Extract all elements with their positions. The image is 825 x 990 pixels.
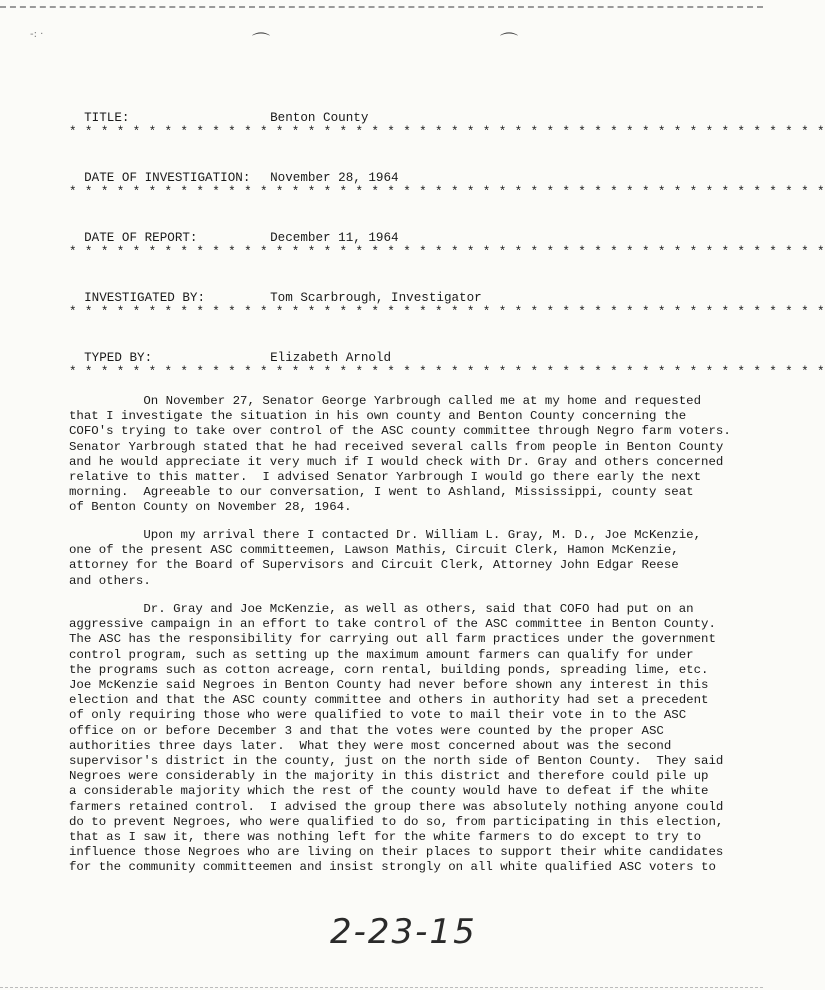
date-investigation-label: DATE OF INVESTIGATION: — [84, 171, 251, 185]
text-line: On November 27, Senator George Yarbrough called me at my home and requested — [69, 394, 702, 408]
text-line: that as I saw it, there was nothing left for the white farmers to do except to try to — [69, 830, 702, 845]
margin-mark: ⌒ — [500, 32, 518, 53]
text-line: and others. — [69, 573, 151, 588]
text-line: supervisor's district in the county, just on the north side of Benton County. They said — [69, 754, 724, 769]
bottom-border — [0, 987, 763, 988]
text-line: that I investigate the situation in his own county and Benton County concerning the — [69, 409, 687, 424]
text-line: Negroes were considerably in the majority in this district and therefore could pile up — [69, 769, 709, 784]
paragraph-1 — [69, 394, 737, 516]
text-line: the programs such as cotton acreage, corn rental, building ponds, spreading lime, etc. — [69, 662, 709, 677]
date-report-field — [69, 214, 399, 246]
text-line: of only requiring those who were qualified to vote to mail their vote in to the ASC — [69, 708, 687, 723]
typed-by-label: TYPED BY: — [84, 351, 153, 365]
text-line: do to prevent Negroes, who were qualified to do so, from participating in this election, — [69, 814, 724, 829]
text-line: farmers retained control. I advised the group there was absolutely nothing anyone could — [69, 799, 724, 814]
text-line: COFO's trying to take over control of the ASC county committee through Negro farm voters. — [69, 424, 731, 439]
text-line: Upon my arrival there I contacted Dr. William L. Gray, M. D., Joe McKenzie, — [69, 528, 702, 542]
separator: * * * * * * * * * * * * * * * * * * * * * * * * * * * * * * * * * * * * * * * * * * * * * * * * — [69, 125, 825, 139]
separator: * * * * * * * * * * * * * * * * * * * * * * * * * * * * * * * * * * * * * * * * * * * * * * * * — [69, 365, 825, 379]
date-investigation-value: November 28, 1964 — [270, 171, 399, 185]
handwritten-page-number: 2-23-15 — [330, 912, 477, 952]
text-line: morning. Agreeable to our conversation, I went to Ashland, Mississippi, county seat — [69, 485, 694, 500]
investigated-by-field — [69, 274, 482, 306]
title-value: Benton County — [270, 111, 369, 125]
margin-mark: -: · — [30, 29, 44, 40]
date-report-label: DATE OF REPORT: — [84, 231, 198, 245]
margin-mark: ⌒ — [252, 32, 270, 53]
text-line: of Benton County on November 28, 1964. — [69, 500, 352, 515]
separator: * * * * * * * * * * * * * * * * * * * * * * * * * * * * * * * * * * * * * * * * * * * * * * * * — [69, 245, 825, 259]
paragraph-2 — [69, 528, 737, 589]
date-report-value: December 11, 1964 — [270, 231, 399, 245]
date-investigation-field — [69, 154, 399, 186]
text-line: control program, such as setting up the maximum amount farmers can qualify for under — [69, 647, 694, 662]
investigated-by-value: Tom Scarbrough, Investigator — [270, 291, 482, 305]
text-line: for the community committeemen and insist strongly on all white qualified ASC voters to — [69, 860, 716, 875]
text-line: relative to this matter. I advised Senator Yarbrough I would go there early the next — [69, 470, 702, 485]
text-line: Joe McKenzie said Negroes in Benton County had never before shown any interest in this — [69, 678, 709, 693]
typed-by-value: Elizabeth Arnold — [270, 351, 392, 365]
separator: * * * * * * * * * * * * * * * * * * * * * * * * * * * * * * * * * * * * * * * * * * * * * * * * — [69, 305, 825, 319]
text-line: one of the present ASC committeemen, Lawson Mathis, Circuit Clerk, Hamon McKenzie, — [69, 543, 679, 558]
text-line: influence those Negroes who are living on their places to support their white candidates — [69, 845, 724, 860]
title-field — [69, 94, 368, 126]
text-line: a considerable majority which the rest of the county would have to defeat if the white — [69, 784, 709, 799]
paragraph-3 — [69, 602, 737, 876]
text-line: Dr. Gray and Joe McKenzie, as well as others, said that COFO had put on an — [69, 602, 694, 616]
text-line: authorities three days later. What they were most concerned about was the second — [69, 738, 672, 753]
text-line: Senator Yarbrough stated that he had received several calls from people in Benton County — [69, 439, 724, 454]
typed-by-field — [69, 334, 391, 366]
text-line: office on or before December 3 and that the votes were counted by the proper ASC — [69, 723, 664, 738]
text-line: election and that the ASC county committee and others in authority had set a precedent — [69, 693, 709, 708]
text-line: and he would appreciate it very much if I would check with Dr. Gray and others concerned — [69, 454, 724, 469]
text-line: The ASC has the responsibility for carrying out all farm practices under the government — [69, 632, 716, 647]
title-label: TITLE: — [84, 111, 130, 125]
text-line: aggressive campaign in an effort to take control of the ASC committee in Benton County. — [69, 617, 716, 632]
text-line: attorney for the Board of Supervisors and Circuit Clerk, Attorney John Edgar Reese — [69, 558, 679, 573]
separator: * * * * * * * * * * * * * * * * * * * * * * * * * * * * * * * * * * * * * * * * * * * * * * * * — [69, 185, 825, 199]
top-border — [0, 6, 763, 8]
investigated-by-label: INVESTIGATED BY: — [84, 291, 206, 305]
